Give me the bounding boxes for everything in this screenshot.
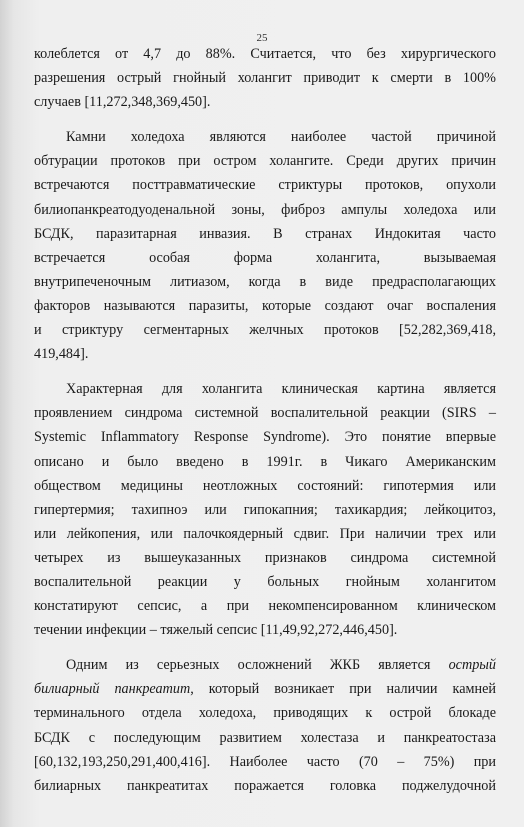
text-segment: и стриктуру сегментарных желчных протоков [52,282,369,418, [34, 322, 496, 339]
text-segment: гипертермия; тахипноэ или гипокапния; тахикардия; лейкоцитоз, [34, 501, 496, 518]
text-line [34, 149, 496, 173]
text-segment: разрешения острый гнойный холангит приводит к смерти в 100% [34, 70, 496, 87]
text-segment: обтурации протоков при остром холангите. Среди других причин [34, 153, 496, 170]
text-line [34, 342, 496, 366]
italic-term: острый [448, 657, 496, 674]
text-line [34, 450, 496, 474]
text-line [34, 401, 496, 425]
text-segment: внутрипеченочным литиазом, когда в виде предрасполагающих [34, 273, 496, 290]
text-segment: [60,132,193,250,291,400,416]. Наиболее часто (70 – 75%) при [34, 753, 496, 770]
text-segment: , который возникает при наличии камней [190, 681, 496, 698]
text-line [34, 198, 496, 222]
paragraph [34, 125, 496, 366]
body-text [34, 42, 496, 809]
text-line [34, 570, 496, 594]
text-line [34, 701, 496, 725]
text-line [34, 294, 496, 318]
text-line [34, 222, 496, 246]
text-line [34, 425, 496, 449]
text-line [34, 90, 496, 114]
text-segment: билиопанкреатодуоденальной зоны, фиброз ампулы холедоха или [34, 201, 496, 218]
text-line [34, 726, 496, 750]
page-number: 25 [256, 32, 268, 44]
text-line [34, 677, 496, 701]
text-line [34, 618, 496, 642]
text-segment: колеблется от 4,7 до 88%. Считается, что без хирургического [34, 46, 496, 62]
text-line [34, 125, 496, 149]
text-line [34, 774, 496, 798]
italic-term: билиарный панкреатит [34, 681, 191, 698]
text-segment: встречается особая форма холангита, вызываемая [34, 249, 496, 266]
text-segment: констатируют сепсис, а при некомпенсированном клиническом [34, 598, 496, 615]
text-segment: течении инфекции – тяжелый сепсис [11,49,92,272,446,450]. [34, 622, 398, 639]
text-line [34, 377, 496, 401]
text-segment: случаев [11,272,348,369,450]. [34, 94, 211, 111]
text-segment: или лейкопения, или палочкоядерный сдвиг. При наличии трех или [34, 525, 496, 542]
text-segment: Камни холедоха являются наиболее частой причиной [66, 129, 496, 146]
text-segment: четырех из вышеуказанных признаков синдрома системной [34, 549, 496, 566]
text-line [34, 318, 496, 342]
text-line [34, 653, 496, 677]
paragraph [34, 653, 496, 798]
text-segment: билиарных панкреатитах поражается головка поджелудочной [34, 777, 496, 794]
text-segment: встречаются посттравматические стриктуры протоков, опухоли [34, 177, 496, 194]
text-line [34, 246, 496, 270]
text-segment: Одним из серьезных осложнений ЖКБ является [66, 657, 449, 674]
text-line [34, 546, 496, 570]
text-segment: Systemic Inflammatory Response Syndrome). Это понятие впервые [34, 429, 496, 446]
text-line [34, 594, 496, 618]
text-segment: проявлением синдрома системной воспалительной реакции (SIRS – [34, 405, 496, 422]
text-segment: воспалительной реакции у больных гнойным холангитом [34, 573, 496, 590]
text-line [34, 42, 496, 66]
paragraph [34, 42, 496, 114]
text-line [34, 270, 496, 294]
paragraph [34, 377, 496, 642]
text-segment: описано и было введено в 1991г. в Чикаго Американским [34, 453, 496, 470]
text-segment: БСДК с последующим развитием холестаза и панкреатостаза [34, 729, 496, 746]
text-segment: 419,484]. [34, 346, 89, 363]
text-segment: Характерная для холангита клиническая картина является [66, 381, 496, 398]
text-segment: факторов называются паразиты, которые создают очаг воспаления [34, 297, 496, 314]
text-line [34, 498, 496, 522]
text-line [34, 173, 496, 197]
text-segment: терминального отдела холедоха, приводящих к острой блокаде [34, 705, 496, 722]
text-line [34, 66, 496, 90]
text-segment: БСДК, паразитарная инвазия. В странах Индокитая часто [34, 225, 496, 242]
text-line [34, 522, 496, 546]
text-line [34, 750, 496, 774]
text-line [34, 474, 496, 498]
text-segment: обществом медицины неотложных состояний: гипотермия или [34, 477, 496, 494]
